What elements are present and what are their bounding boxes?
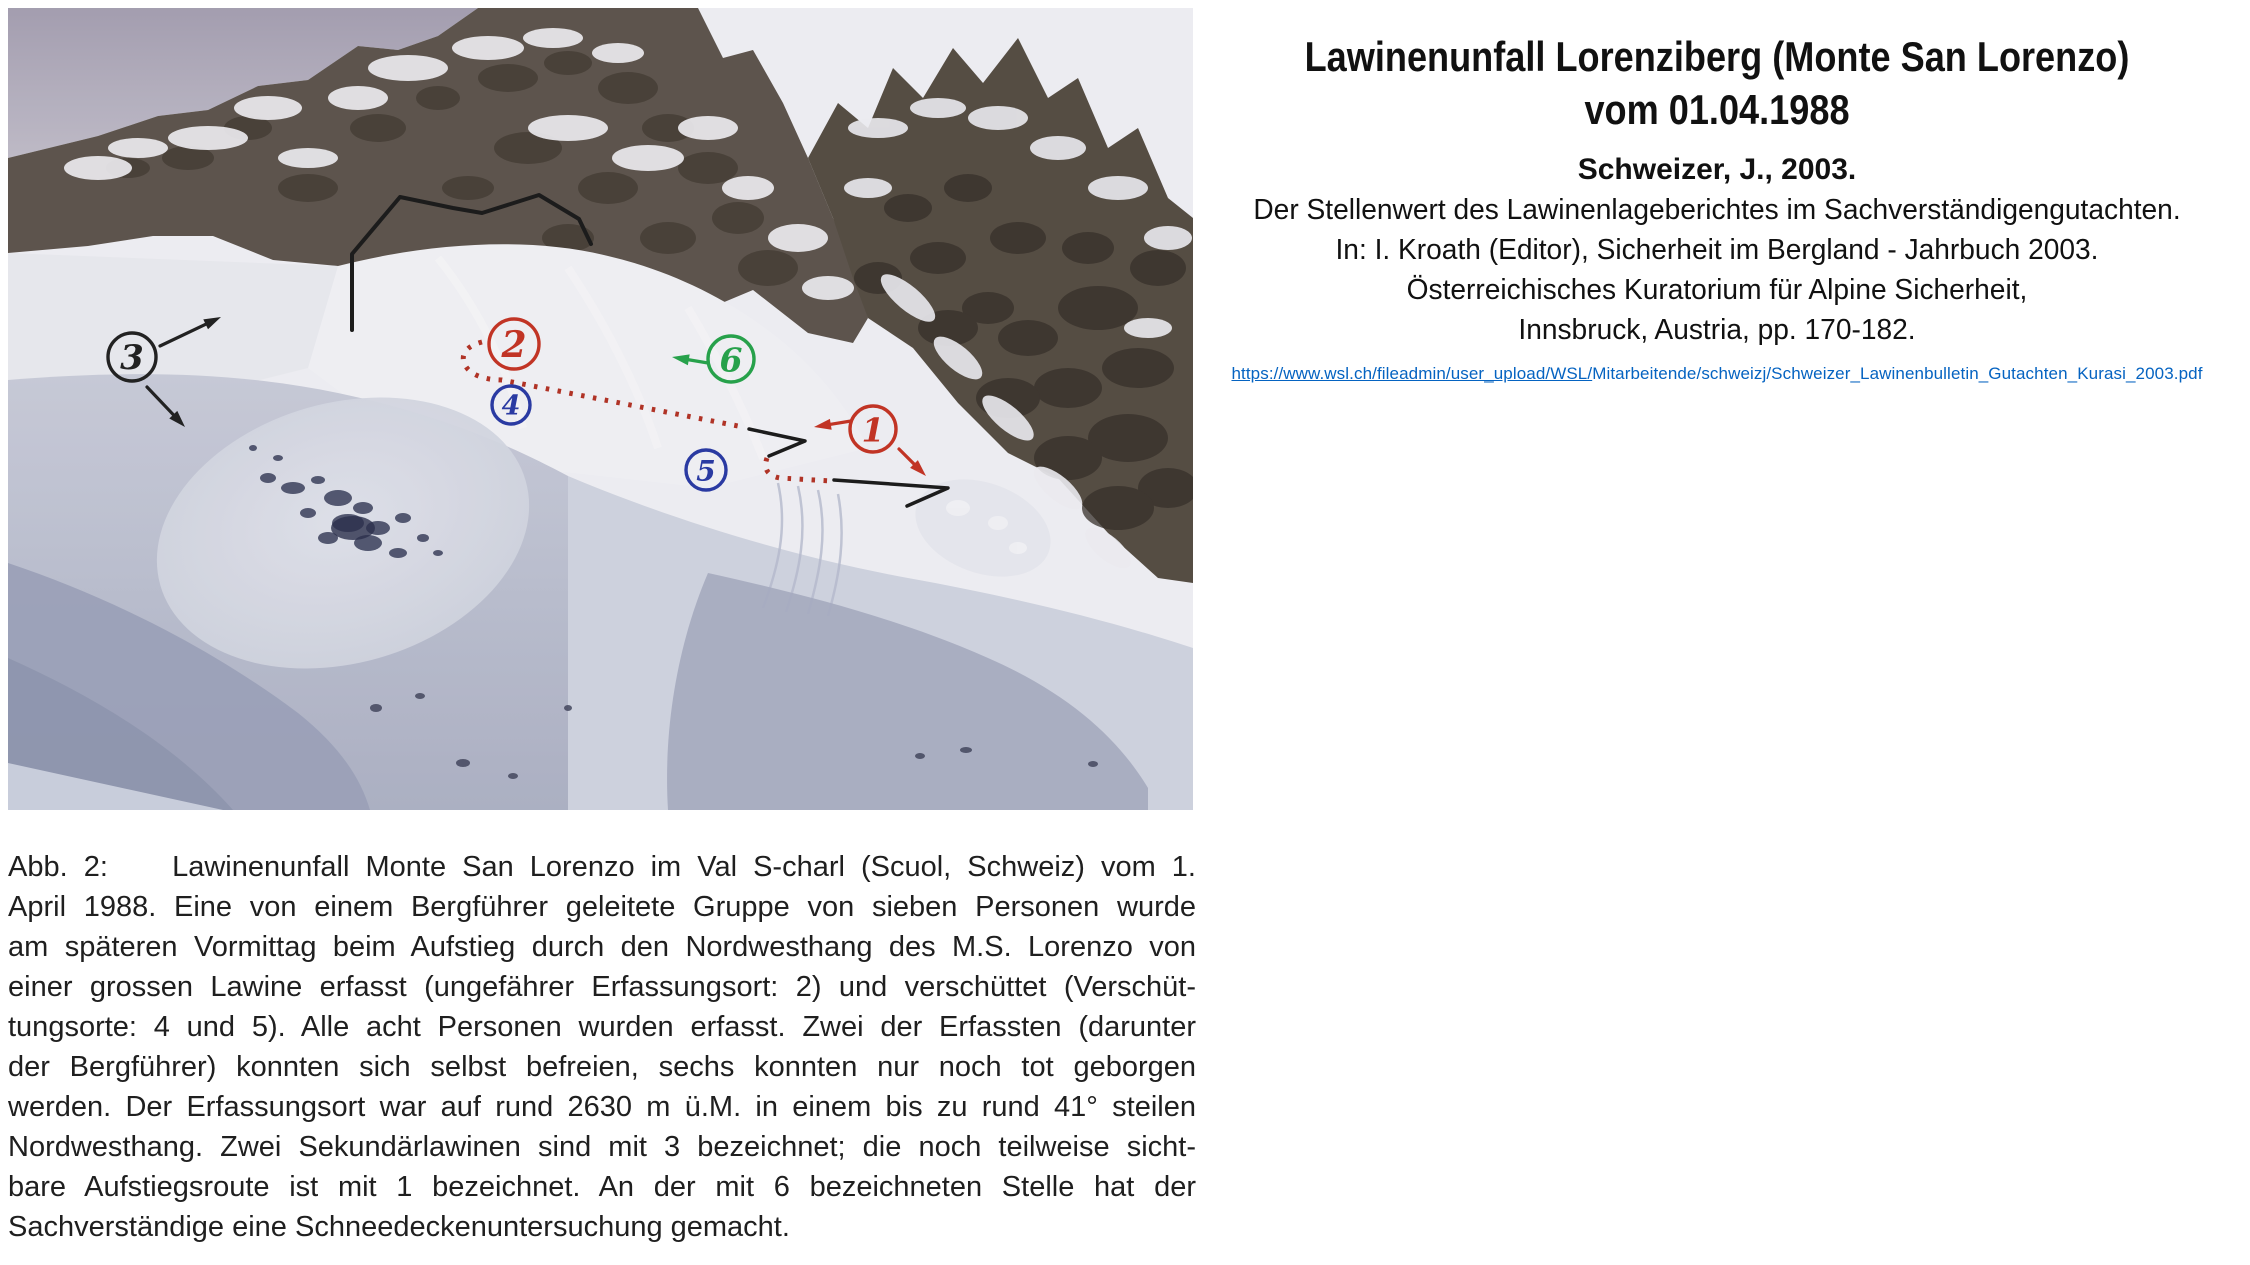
marker-number: 6 [719,340,743,380]
caption-line: bare Aufstiegsroute ist mit 1 bezeichnet. An der mit 6 bezeichneten Stelle hat der [8,1171,1196,1203]
ascent-route-dotted-lower [766,458,832,481]
marker-number: 3 [120,338,144,378]
citation-line: Der Stellenwert des Lawinenlageberichtes im Sachverständigengutachten. [1253,194,2181,226]
caption-line: Abb. 2: Lawinenunfall Monte San Lorenzo im Val S-charl (Scuol, Schweiz) vom 1. [8,851,1196,883]
marker-number: 5 [696,454,716,488]
terrain-chevron-large [834,480,948,506]
caption-line: der Bergführer) konnten sich selbst befreien, sechs konnten nur noch tot geborgen [8,1051,1196,1083]
citation-line: Österreichisches Kuratorium für Alpine Sicherheit, [1406,274,2028,306]
marker-number: 1 [861,410,885,450]
marker-number: 4 [501,390,521,422]
marker-circle-6 [708,336,754,382]
fracture-crown-line [352,195,591,330]
photo-annotations [8,8,1193,810]
caption-line: Nordwesthang. Zwei Sekundärlawinen sind mit 3 bezeichnet; die noch teilweise sicht- [8,1131,1196,1163]
route-arrow-left [814,419,851,430]
citation-lines [1190,190,2244,350]
marker-circle-4 [492,386,530,424]
caption-line: tungsorte: 4 und 5). Alle acht Personen wurden erfasst. Zwei der Erfassten (darunter [8,1011,1196,1043]
page-title-line2: vom 01.04.1988 [1584,86,1850,133]
page-title-line1: Lawinenunfall Lorenziberg (Monte San Lorenzo) [1304,33,2130,80]
caption-line: einer grossen Lawine erfasst (ungefährer Erfassungsort: 2) und verschüttet (Verschüt- [8,971,1196,1003]
marker-circle-5 [686,450,726,490]
avalanche-photo [8,8,1193,810]
caption-line: am späteren Vormittag beim Aufstieg durch den Nordwesthang des M.S. Lorenzo von [8,931,1196,963]
marker-circle-1 [850,406,896,452]
citation-author: Schweizer, J., 2003. [1577,153,1857,186]
reference-column [1190,30,2244,384]
secondary-avalanche-lower-arrow [147,387,185,427]
caption-line: April 1988. Eine von einem Bergführer geleitete Gruppe von sieben Personen wurde [8,891,1196,923]
pdf-link-plain-part[interactable]: Mitarbeitende/schweizj/Schweizer_Lawinenbulletin_Gutachten_Kurasi_2003.pdf [1592,364,2203,383]
citation-line: Innsbruck, Austria, pp. 170-182. [1518,314,1916,346]
caption-line: Sachverständige eine Schneedeckenuntersuchung gemacht. [8,1211,790,1243]
pdf-link-underlined-part[interactable]: https://www.wsl.ch/fileadmin/user_upload/WSL/ [1231,364,1593,383]
secondary-avalanche-upper-arrow [160,317,221,346]
marker-circle-3 [108,333,156,381]
snow-profile-arrow [672,354,708,365]
marker-circle-2 [489,319,539,369]
marker-number: 2 [501,324,527,366]
pdf-link[interactable] [1190,364,2244,384]
terrain-chevron-small [749,429,805,456]
route-arrow-down [899,449,926,476]
citation-line: In: I. Kroath (Editor), Sicherheit im Bergland - Jahrbuch 2003. [1335,234,2099,266]
figure-caption [8,847,1196,1247]
caption-line: werden. Der Erfassungsort war auf rund 2630 m ü.M. in einem bis zu rund 41° steilen [8,1091,1196,1123]
